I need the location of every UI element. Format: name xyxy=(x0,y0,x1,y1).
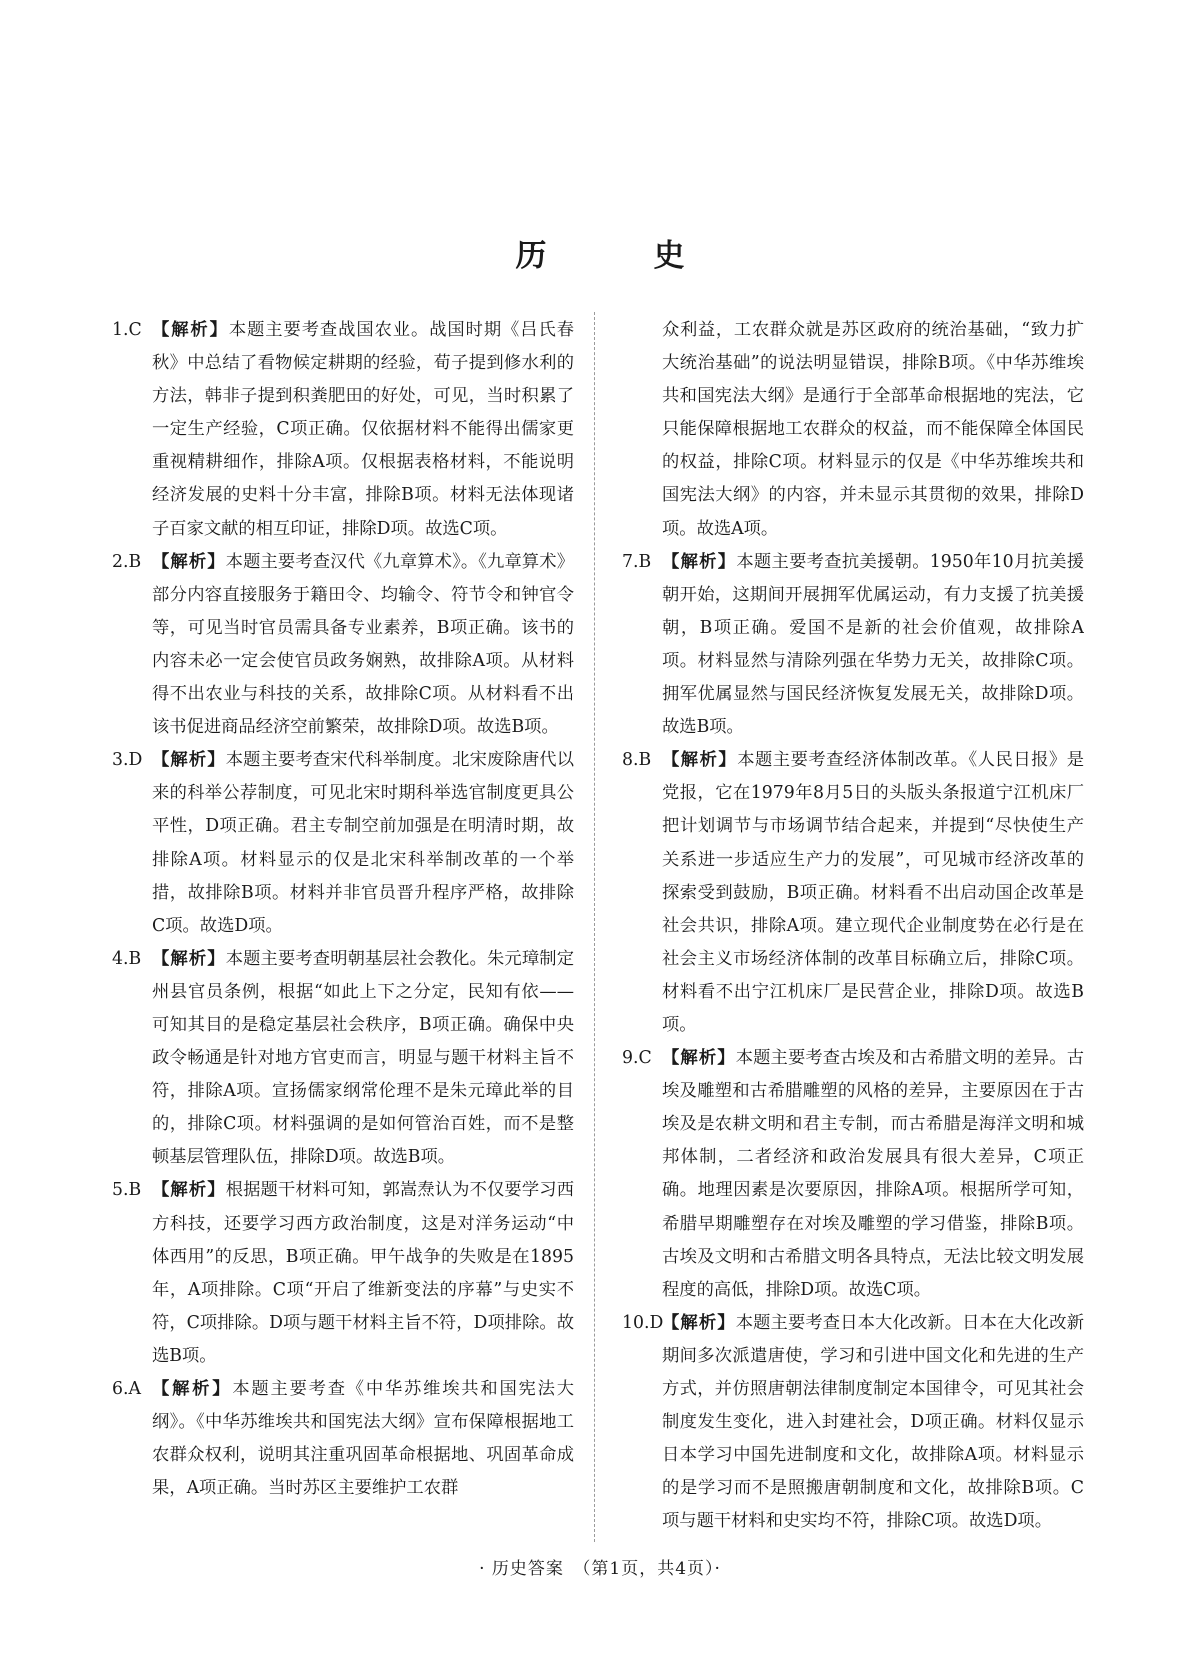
answer-number: 10.D xyxy=(622,1312,664,1333)
answer-item xyxy=(622,546,1084,745)
answer-item xyxy=(112,1373,574,1505)
answer-number: 5.B xyxy=(112,1180,142,1201)
answer-item xyxy=(112,943,574,1175)
answer-item xyxy=(112,314,574,546)
column-divider xyxy=(594,312,595,1542)
answer-text: 本题主要考查日本大化改新。日本在大化改新期间多次派遣唐使，学习和引进中国文化和先进的生产方式，并仿照唐朝法律制度制定本国律令，可见其社会制度发生变化，进入封建社会，D项正确。材料仅显示日本学习中国先进制度和文化，故排除A项。材料显示的是学习而不是照搬唐朝制度和文化，故排除B项。C项与题干材料和史实均不符，排除C项。故选D项。 xyxy=(662,1312,1084,1532)
answer-text: 众利益，工农群众就是苏区政府的统治基础，“致力扩大统治基础”的说法明显错误，排除B项。《中华苏维埃共和国宪法大纲》是通行于全部革命根据地的宪法，它只能保障根据地工农群众的权益，而不能保障全体国民的权益，排除C项。材料显示的仅是《中华苏维埃共和国宪法大纲》的内容，并未显示其贯彻的效果，排除D项。故选A项。 xyxy=(662,320,1084,539)
analysis-tag: 【解析】 xyxy=(662,1048,736,1069)
answer-item xyxy=(622,314,1084,546)
answer-number: 9.C xyxy=(622,1048,652,1069)
answer-number: 8.B xyxy=(622,750,652,771)
page-footer: · 历史答案 （第1页，共4页）· xyxy=(479,1559,721,1579)
left-column xyxy=(112,314,574,1544)
answer-item xyxy=(112,546,574,745)
analysis-tag: 【解析】 xyxy=(152,1379,233,1399)
analysis-tag: 【解析】 xyxy=(152,948,226,969)
answer-text: 本题主要考查战国农业。战国时期《吕氏春秋》中总结了看物候定耕期的经验，荀子提到修水利的方法，韩非子提到积粪肥田的好处，可见，当时积累了一定生产经验，C项正确。仅依据材料不能得出儒家更重视精耕细作，排除A项。仅根据表格材料，不能说明经济发展的史料十分丰富，排除B项。材料无法体现诸子百家文献的相互印证，排除D项。故选C项。 xyxy=(152,320,574,539)
answer-text: 本题主要考查宋代科举制度。北宋废除唐代以来的科举公荐制度，可见北宋时期科举选官制度更具公平性，D项正确。君主专制空前加强是在明清时期，故排除A项。材料显示的仅是北宋科举制改革的一个举措，故排除B项。材料并非官员晋升程序严格，故排除C项。故选D项。 xyxy=(152,750,574,936)
analysis-tag: 【解析】 xyxy=(152,320,229,340)
analysis-tag: 【解析】 xyxy=(662,1312,736,1333)
answer-number: 7.B xyxy=(622,551,652,572)
answer-text: 本题主要考查古埃及和古希腊文明的差异。古埃及雕塑和古希腊雕塑的风格的差异，主要原因在于古埃及是农耕文明和君主专制，而古希腊是海洋文明和城邦体制，二者经济和政治发展具有很大差异，C项正确。地理因素是次要原因，排除A项。根据所学可知，希腊早期雕塑存在对埃及雕塑的学习借鉴，排除B项。古埃及文明和古希腊文明各具特点，无法比较文明发展程度的高低，排除D项。故选C项。 xyxy=(662,1048,1084,1300)
analysis-tag: 【解析】 xyxy=(152,551,226,572)
answer-text: 本题主要考查汉代《九章算术》。《九章算术》部分内容直接服务于籍田令、均输令、符节令和钟官令等，可见当时官员需具备专业素养，B项正确。该书的内容未必一定会使官员政务娴熟，故排除A项。从材料得不出农业与科技的关系，故排除C项。从材料看不出该书促进商品经济空前繁荣，故排除D项。故选B项。 xyxy=(152,551,574,738)
answer-number: 6.A xyxy=(112,1379,141,1399)
analysis-tag: 【解析】 xyxy=(662,750,738,771)
answer-item xyxy=(112,1174,574,1373)
right-column xyxy=(622,314,1084,1544)
answer-number: 1.C xyxy=(112,320,142,340)
answer-number: 3.D xyxy=(112,750,143,771)
answer-item xyxy=(622,1042,1084,1307)
answer-text: 本题主要考查《中华苏维埃共和国宪法大纲》。《中华苏维埃共和国宪法大纲》宣布保障根据地工农群众权利，说明其注重巩固革命根据地、巩固革命成果，A项正确。当时苏区主要维护工农群 xyxy=(152,1379,574,1499)
answer-text: 根据题干材料可知，郭嵩焘认为不仅要学习西方科技，还要学习西方政治制度，这是对洋务运动“中体西用”的反思，B项正确。甲午战争的失败是在1895年，A项排除。C项“开启了维新变法的序幕”与史实不符，C项排除。D项与题干材料主旨不符，D项排除。故选B项。 xyxy=(152,1180,574,1366)
answer-text: 本题主要考查经济体制改革。《人民日报》是党报，它在1979年8月5日的头版头条报道宁江机床厂把计划调节与市场调节结合起来，并提到“尽快使生产关系进一步适应生产力的发展”，可见城市经济改革的探索受到鼓励，B项正确。材料看不出启动国企改革是社会共识，排除A项。建立现代企业制度势在必行是在社会主义市场经济体制的改革目标确立后，排除C项。材料看不出宁江机床厂是民营企业，排除D项。故选B项。 xyxy=(662,750,1084,1035)
answer-text: 本题主要考查明朝基层社会教化。朱元璋制定州县官员条例，根据“如此上下之分定，民知有依——可知其目的是稳定基层社会秩序，B项正确。确保中央政令畅通是针对地方官吏而言，明显与题干材料主旨不符，排除A项。宣扬儒家纲常伦理不是朱元璋此举的目的，排除C项。材料强调的是如何管治百姓，而不是整顿基层管理队伍，排除D项。故选B项。 xyxy=(152,948,574,1168)
page-title: 历 史 xyxy=(515,238,723,274)
answer-number: 2.B xyxy=(112,551,142,572)
analysis-tag: 【解析】 xyxy=(152,750,226,771)
answer-item xyxy=(112,744,574,943)
answer-text: 本题主要考查抗美援朝。1950年10月抗美援朝开始，这期间开展拥军优属运动，有力支援了抗美援朝，B项正确。爱国不是新的社会价值观，故排除A项。材料显然与清除列强在华势力无关，故排除C项。拥军优属显然与国民经济恢复发展无关，故排除D项。故选B项。 xyxy=(662,551,1084,738)
answer-number: 4.B xyxy=(112,948,142,969)
answer-item xyxy=(622,1307,1084,1539)
analysis-tag: 【解析】 xyxy=(662,551,737,572)
answer-item xyxy=(622,744,1084,1042)
analysis-tag: 【解析】 xyxy=(152,1180,226,1201)
